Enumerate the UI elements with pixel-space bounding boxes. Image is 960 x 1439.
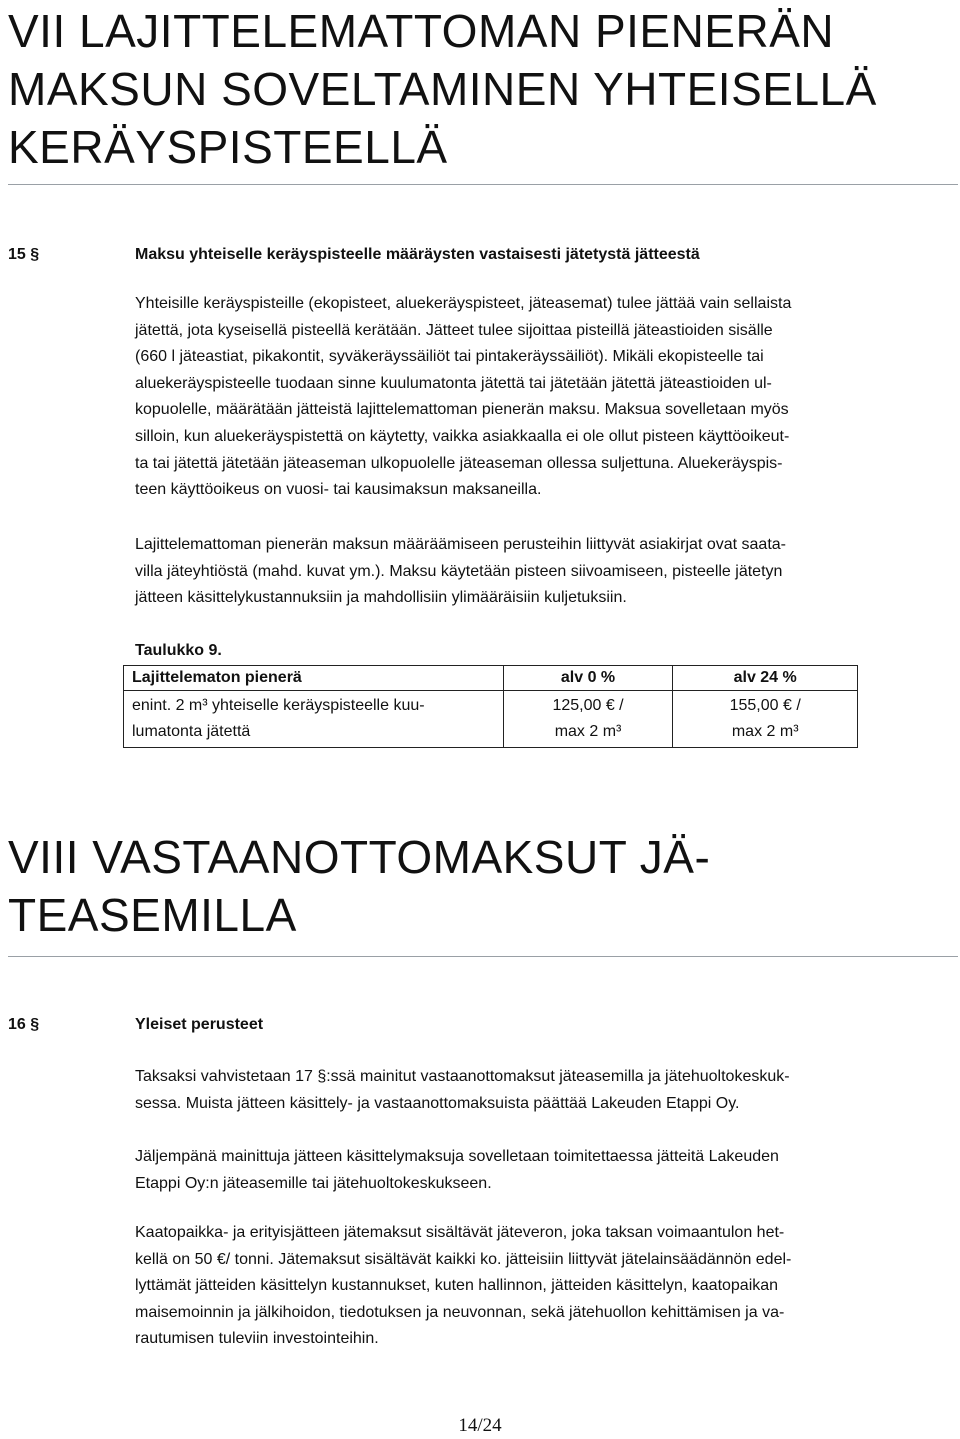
paragraph-line: Yhteisille keräyspisteille (ekopisteet, aluekeräyspisteet, jäteasemat) tulee jättää vain sellaista (135, 295, 792, 312)
chapter-heading-line: TEASEMILLA (8, 889, 297, 941)
page-number: 14/24 (458, 1415, 502, 1436)
paragraph-line: jätettä, jota kyseisellä pisteellä kerätään. Jätteet tulee sijoittaa pisteillä jäteastioiden sisälle (135, 321, 773, 339)
fee-table (123, 665, 858, 748)
chapter-heading-7 (8, 2, 877, 176)
table-cell-alv0 (503, 691, 673, 748)
cell-line: 125,00 € / (552, 697, 624, 714)
paragraph (135, 291, 955, 504)
paragraph-line: kellä on 50 €/ tonni. Jätemaksut sisältävät kaikki ko. jätteisiin liittyvät jätelainsäädännön edel- (135, 1250, 792, 1268)
cell-line: max 2 m³ (554, 723, 622, 740)
chapter-heading-line: KERÄYSPISTEELLÄ (8, 121, 448, 173)
paragraph-line: Taksaksi vahvistetaan 17 §:ssä mainitut vastaanottomaksut jäteasemilla ja jätehuoltokeskuk- (135, 1068, 790, 1085)
cell-line: enint. 2 m³ yhteiselle keräyspisteelle kuu- (132, 697, 425, 714)
clause-title: Yleiset perusteet (135, 1016, 264, 1033)
cell-line: max 2 m³ (731, 723, 799, 740)
cell-line: 155,00 € / (729, 697, 801, 714)
heading-divider (8, 956, 958, 957)
paragraph-line: rautumisen tuleviin investointeihin. (135, 1330, 379, 1348)
table-cell-label (124, 691, 504, 748)
paragraph-line: teen käyttöoikeus on vuosi- tai kausimaksun maksaneilla. (135, 481, 542, 499)
table-header-cell: Lajittelematon pienerä (124, 666, 504, 691)
paragraph-line: Jäljempänä mainittuja jätteen käsittelymaksuja sovelletaan toimitettaessa jätteitä Lakeuden (135, 1148, 779, 1165)
paragraph (135, 1064, 955, 1117)
chapter-heading-line: VIII VASTAANOTTOMAKSUT JÄ- (8, 831, 711, 883)
paragraph (135, 1144, 955, 1197)
table-cell-alv24 (673, 691, 858, 748)
paragraph (135, 1220, 955, 1353)
paragraph-line: (660 l jäteastiat, pikakontit, syväkeräyssäiliöt tai pintakeräyssäiliöt). Mikäli ekopisteelle tai (135, 348, 764, 366)
paragraph-line: Etappi Oy:n jäteasemille tai jätehuoltokeskukseen. (135, 1174, 492, 1192)
clause-number: 16 § (8, 1016, 40, 1033)
clause-number: 15 § (8, 246, 40, 263)
paragraph-line: lyttämät jätteiden käsittelyn kustannukset, kuten hallinnon, jätteiden käsittelyn, kaatopaikan (135, 1277, 779, 1295)
chapter-heading-8 (8, 828, 710, 944)
paragraph-line: sessa. Muista jätteen käsittely- ja vastaanottomaksuista päättää Lakeuden Etappi Oy. (135, 1094, 740, 1112)
table-header-row (124, 666, 858, 691)
table-caption: Taulukko 9. (135, 642, 222, 659)
paragraph-line: kopuolelle, määrätään jätteistä lajittelemattoman pienerän maksu. Maksua sovelletaan myös (135, 401, 789, 419)
paragraph-line: aluekeräyspisteelle tuodaan sinne kuulumatonta jätettä tai jätetään jätettä jäteastioiden ul- (135, 374, 772, 392)
chapter-heading-line: MAKSUN SOVELTAMINEN YHTEISELLÄ (8, 63, 877, 115)
paragraph-line: maisemoinnin ja jälkihoidon, tiedotuksen ja neuvonnan, sekä jätehuollon kehittämisen ja va- (135, 1303, 785, 1321)
cell-line: lumatonta jätettä (132, 723, 251, 740)
table-header-cell: alv 0 % (503, 666, 673, 691)
heading-divider (8, 184, 958, 185)
paragraph-line: jätteen käsittelykustannuksiin ja mahdollisiin ylimääräisiin kuljetuksiin. (135, 589, 627, 607)
paragraph-line: ta tai jätettä jätetään jäteaseman ulkopuolelle jäteaseman ollessa suljettuna. Aluekeräyspis- (135, 454, 783, 472)
chapter-heading-line: VII LAJITTELEMATTOMAN PIENERÄN (8, 5, 835, 57)
table-row (124, 691, 858, 748)
table-header-cell: alv 24 % (673, 666, 858, 691)
clause-title: Maksu yhteiselle keräyspisteelle määräysten vastaisesti jätetystä jätteestä (135, 246, 700, 263)
paragraph-line: Kaatopaikka- ja erityisjätteen jätemaksut sisältävät jäteveron, joka taksan voimaantulon het- (135, 1224, 785, 1241)
paragraph-line: silloin, kun aluekeräyspistettä on käytetty, vaikka asiakkaalla ei ole ollut pisteen käyttöoikeut- (135, 427, 790, 445)
paragraph-line: villa jäteyhtiöstä (mahd. kuvat ym.). Maksu käytetään pisteen siivoamiseen, pisteelle jätetyn (135, 562, 783, 580)
paragraph-line: Lajittelemattoman pienerän maksun määräämiseen perusteihin liittyvät asiakirjat ovat saata- (135, 536, 786, 553)
paragraph (135, 532, 955, 612)
